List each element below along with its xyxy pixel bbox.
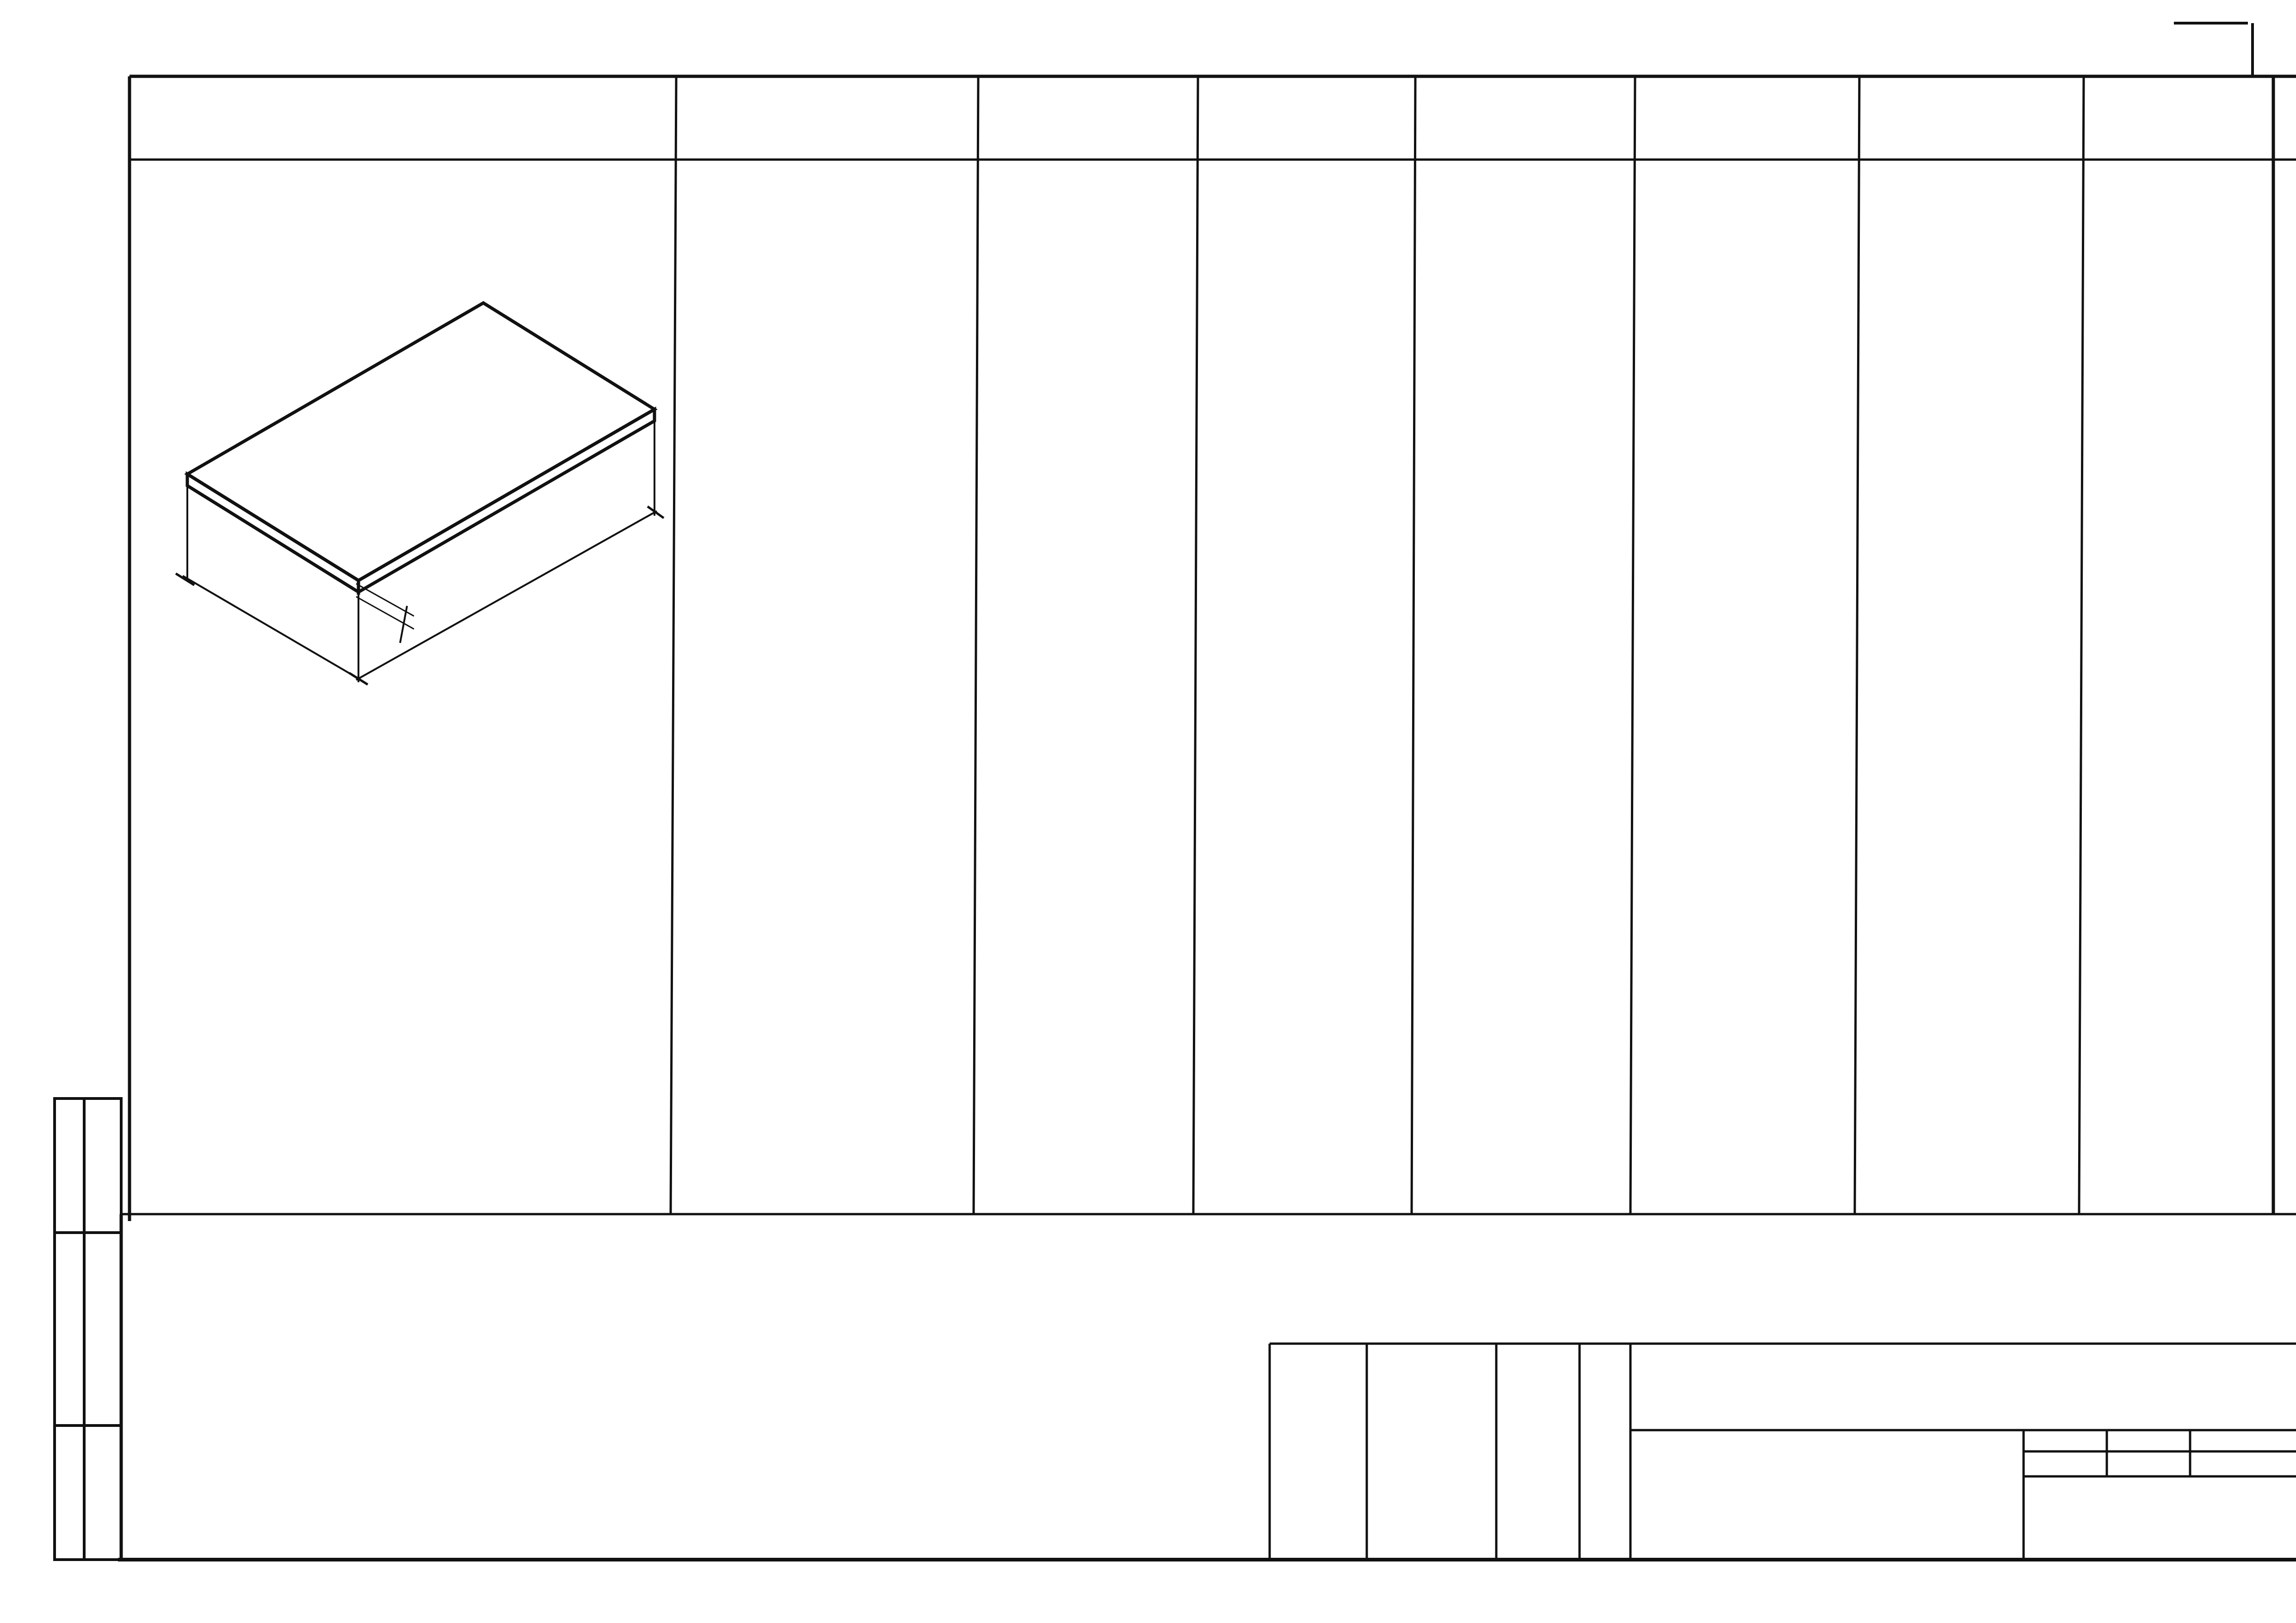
dim-tick bbox=[176, 574, 194, 585]
dim-line-l bbox=[183, 576, 361, 680]
slab-sketch bbox=[176, 303, 664, 685]
slab-top-face bbox=[187, 303, 654, 580]
slab-side-face bbox=[358, 409, 654, 592]
dim-line-b bbox=[356, 511, 657, 680]
slab-front-face bbox=[187, 474, 358, 592]
sheet-corner-marker bbox=[2174, 23, 2253, 76]
side-stamp bbox=[55, 1098, 121, 1560]
dim-tick bbox=[648, 506, 664, 518]
outer-frame bbox=[118, 76, 2296, 1560]
title-block-grid bbox=[1270, 1344, 2296, 1560]
table-grid bbox=[121, 76, 2296, 1214]
